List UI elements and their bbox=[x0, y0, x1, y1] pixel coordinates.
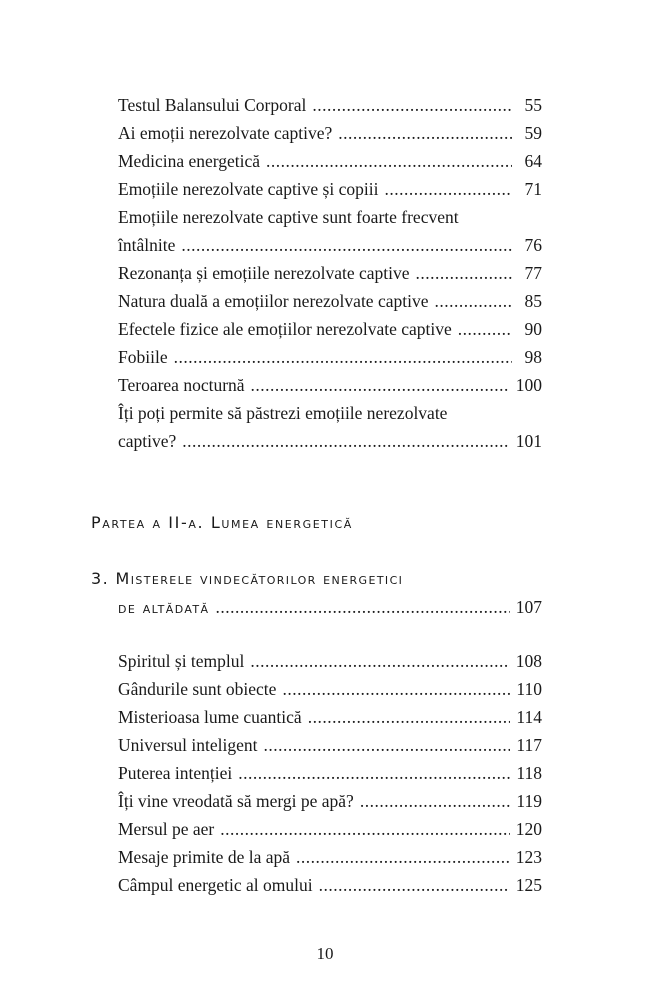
toc-entry[interactable] bbox=[118, 259, 542, 287]
dot-leader bbox=[181, 231, 512, 259]
toc-entry[interactable] bbox=[118, 787, 542, 815]
dot-leader bbox=[264, 731, 511, 759]
toc-entry-page: 59 bbox=[524, 123, 542, 143]
toc-entry-page: 110 bbox=[516, 679, 542, 699]
toc-entry-page: 108 bbox=[515, 651, 542, 671]
toc-entry-title: captive? bbox=[118, 431, 177, 451]
dot-leader bbox=[384, 175, 512, 203]
dot-leader bbox=[251, 371, 510, 399]
toc-entry-page: 118 bbox=[516, 763, 542, 783]
toc-entry-title: Fobiile bbox=[118, 347, 168, 367]
toc-entry-page: 77 bbox=[524, 263, 542, 283]
toc-entry-title: întâlnite bbox=[118, 235, 176, 255]
dot-leader bbox=[338, 119, 512, 147]
toc-entry[interactable] bbox=[118, 147, 542, 175]
toc-entry-page: 114 bbox=[516, 707, 542, 727]
dot-leader bbox=[360, 787, 511, 815]
dot-leader bbox=[266, 147, 512, 175]
toc-entry-title-line1[interactable]: Îți poți permite să păstrezi emoțiile nerezolvate bbox=[118, 403, 448, 423]
dot-leader bbox=[182, 427, 509, 455]
toc-entry[interactable] bbox=[118, 91, 542, 119]
dot-leader bbox=[282, 675, 510, 703]
dot-leader bbox=[416, 259, 512, 287]
toc-entry-title: Efectele fizice ale emoțiilor nerezolvate captive bbox=[118, 319, 452, 339]
toc-entry-title: Teroarea nocturnă bbox=[118, 375, 245, 395]
toc-entry[interactable] bbox=[118, 287, 542, 315]
toc-entry-title: Natura duală a emoțiilor nerezolvate captive bbox=[118, 291, 429, 311]
dot-leader bbox=[319, 871, 510, 899]
toc-entry[interactable] bbox=[118, 343, 542, 371]
toc-entry-title: Emoțiile nerezolvate captive și copiii bbox=[118, 179, 379, 199]
toc-entry-page: 117 bbox=[516, 735, 542, 755]
toc-entry-title: Gândurile sunt obiecte bbox=[118, 679, 277, 699]
toc-entry-title: Spiritul și templul bbox=[118, 651, 245, 671]
chapter-title-line1[interactable]: 3. Misterele vindecătorilor energetici bbox=[91, 569, 404, 588]
toc-entry-title: Testul Balansului Corporal bbox=[118, 95, 307, 115]
dot-leader bbox=[434, 287, 512, 315]
toc-entry[interactable] bbox=[118, 427, 542, 455]
dot-leader bbox=[250, 647, 509, 675]
toc-entry[interactable] bbox=[118, 815, 542, 843]
toc-entry-page: 100 bbox=[515, 375, 542, 395]
toc-entry[interactable] bbox=[118, 231, 542, 259]
chapter-title-line2: de altădată bbox=[118, 598, 210, 617]
dot-leader bbox=[215, 593, 509, 621]
toc-entry[interactable] bbox=[118, 119, 542, 147]
toc-entry-page: 120 bbox=[515, 819, 542, 839]
toc-entry[interactable] bbox=[118, 731, 542, 759]
toc-entry-page: 101 bbox=[515, 431, 542, 451]
toc-entry[interactable] bbox=[118, 175, 542, 203]
dot-leader bbox=[238, 759, 510, 787]
toc-entry-title: Medicina energetică bbox=[118, 151, 261, 171]
dot-leader bbox=[458, 315, 512, 343]
chapter-entry[interactable] bbox=[118, 593, 542, 622]
dot-leader bbox=[296, 843, 510, 871]
toc-entry[interactable] bbox=[118, 843, 542, 871]
toc-entry-page: 98 bbox=[524, 347, 542, 367]
dot-leader bbox=[308, 703, 511, 731]
toc-entry[interactable] bbox=[118, 871, 542, 899]
chapter-page: 107 bbox=[515, 597, 542, 617]
toc-entry-page: 90 bbox=[524, 319, 542, 339]
toc-entry-page: 123 bbox=[515, 847, 542, 867]
toc-entry-title: Misterioasa lume cuantică bbox=[118, 707, 302, 727]
toc-entry-title: Câmpul energetic al omului bbox=[118, 875, 313, 895]
part-heading[interactable]: Partea a II-a. Lumea energetică bbox=[91, 513, 353, 532]
toc-entry[interactable] bbox=[118, 703, 542, 731]
toc-entry-title: Mesaje primite de la apă bbox=[118, 847, 291, 867]
toc-entry-title: Rezonanța și emoțiile nerezolvate captive bbox=[118, 263, 410, 283]
toc-entry[interactable] bbox=[118, 759, 542, 787]
toc-entry[interactable] bbox=[118, 315, 542, 343]
toc-entry-page: 76 bbox=[524, 235, 542, 255]
dot-leader bbox=[174, 343, 512, 371]
toc-entry-page: 55 bbox=[524, 95, 542, 115]
toc-entry-title: Puterea intenției bbox=[118, 763, 233, 783]
toc-entry-title: Ai emoții nerezolvate captive? bbox=[118, 123, 333, 143]
toc-entry-title: Universul inteligent bbox=[118, 735, 258, 755]
dot-leader bbox=[312, 91, 512, 119]
toc-entry-title: Îți vine vreodată să mergi pe apă? bbox=[118, 791, 354, 811]
page-number: 10 bbox=[316, 944, 334, 963]
toc-entry-page: 64 bbox=[524, 151, 542, 171]
toc-entry[interactable] bbox=[118, 675, 542, 703]
toc-entry-page: 125 bbox=[515, 875, 542, 895]
toc-entry[interactable] bbox=[118, 371, 542, 399]
toc-entry-title: Mersul pe aer bbox=[118, 819, 215, 839]
toc-entry-page: 85 bbox=[524, 291, 542, 311]
toc-entry-page: 119 bbox=[516, 791, 542, 811]
toc-entry-title-line1[interactable]: Emoțiile nerezolvate captive sunt foarte frecvent bbox=[118, 207, 459, 227]
toc-entry-page: 71 bbox=[524, 179, 542, 199]
toc-entry[interactable] bbox=[118, 647, 542, 675]
dot-leader bbox=[220, 815, 510, 843]
